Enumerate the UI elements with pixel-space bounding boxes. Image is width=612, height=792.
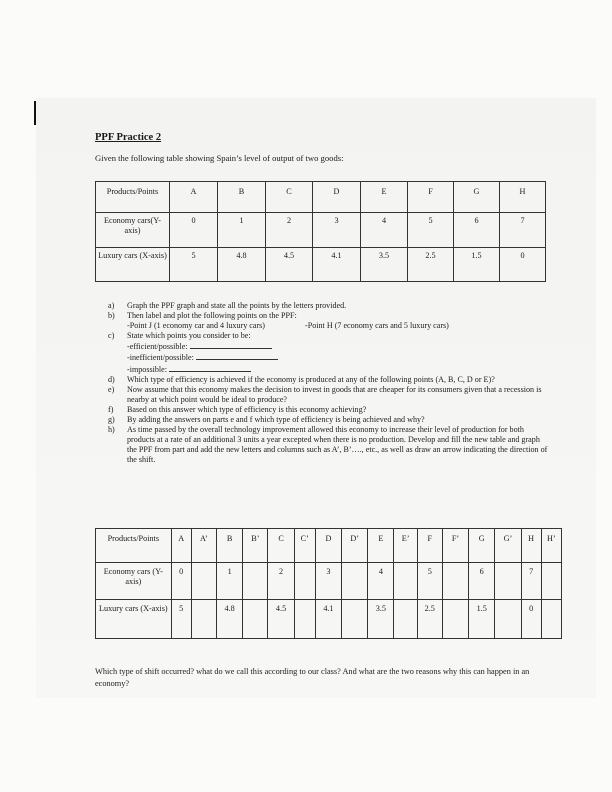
question-list — [108, 301, 548, 466]
table-cell: 5 — [408, 213, 454, 248]
answer-blank[interactable] — [190, 341, 272, 349]
question-text: State which points you consider to be: — [127, 331, 251, 341]
table-header-cell: C’ — [294, 529, 315, 563]
table-cell: 3.5 — [361, 248, 408, 282]
table-header-cell: H — [500, 182, 546, 213]
table-cell: 6 — [454, 213, 500, 248]
table-header-cell: F’ — [442, 529, 468, 563]
table-header-cell: C — [268, 529, 294, 563]
inefficient-line — [108, 352, 548, 363]
question-g — [108, 415, 548, 425]
table-header-cell: Products/Points — [96, 182, 170, 213]
point-definitions — [108, 321, 548, 331]
table-row-label: Luxury cars (X-axis) — [96, 600, 172, 639]
question-d — [108, 375, 548, 385]
table-cell[interactable] — [294, 563, 315, 600]
table-cell: 3.5 — [368, 600, 394, 639]
question-text: Then label and plot the following points on the PPF: — [127, 311, 297, 321]
table-cell[interactable] — [191, 600, 216, 639]
table-cell[interactable] — [191, 563, 216, 600]
output-table — [95, 181, 546, 282]
table-header-cell: D — [315, 529, 341, 563]
table-header-cell: G — [469, 529, 495, 563]
table-header-cell: A’ — [191, 529, 216, 563]
table-cell: 0 — [521, 600, 541, 639]
table-cell[interactable] — [541, 563, 561, 600]
question-text: Graph the PPF graph and state all the points by the letters provided. — [127, 301, 347, 310]
question-h — [108, 425, 548, 465]
table-cell: 7 — [521, 563, 541, 600]
table-header-cell: F — [408, 182, 454, 213]
question-text: Based on this answer which type of efficiency is this economy achieving? — [127, 404, 367, 414]
table-cell[interactable] — [495, 600, 521, 639]
table-header-cell: B — [217, 529, 243, 563]
table-cell: 4.5 — [266, 248, 313, 282]
document-title: PPF Practice 2 — [95, 132, 162, 143]
table-cell: 2 — [268, 563, 294, 600]
question-letter: h) — [108, 425, 115, 435]
table-header-cell: E’ — [394, 529, 417, 563]
table-cell: 5 — [171, 600, 191, 639]
table-cell: 0 — [170, 213, 218, 248]
table-cell: 4.1 — [313, 248, 361, 282]
table-cell: 5 — [170, 248, 218, 282]
impossible-line — [108, 364, 548, 375]
efficient-label: -efficient/possible: — [127, 342, 188, 352]
question-f — [108, 405, 548, 415]
table-cell[interactable] — [243, 600, 268, 639]
table-cell: 4.8 — [218, 248, 266, 282]
table-row-label: Luxury cars (X-axis) — [96, 248, 170, 282]
table-cell: 4.5 — [268, 600, 294, 639]
table-header-cell: H’ — [541, 529, 561, 563]
point-j-text: -Point J (1 economy car and 4 luxury cars) — [127, 321, 266, 331]
table-cell: 2 — [266, 213, 313, 248]
table-header-row — [96, 182, 546, 213]
table-row — [96, 600, 562, 639]
question-text: By adding the answers on parts e and f which type of efficiency is being achieved and why? — [127, 415, 425, 425]
table-cell[interactable] — [342, 600, 368, 639]
table-cell: 6 — [469, 563, 495, 600]
table-row — [96, 563, 562, 600]
question-letter: e) — [108, 384, 115, 394]
table-cell[interactable] — [394, 563, 417, 600]
table-row-label: Economy cars (Y-axis) — [96, 563, 172, 600]
table-row — [96, 213, 546, 248]
intro-text: Given the following table showing Spain’s level of output of two goods: — [95, 153, 344, 163]
answer-blank[interactable] — [169, 364, 251, 372]
answer-blank[interactable] — [196, 352, 278, 360]
efficient-line — [108, 341, 548, 352]
table-cell: 3 — [315, 563, 341, 600]
table-cell: 2.5 — [417, 600, 442, 639]
table-cell: 1.5 — [454, 248, 500, 282]
table-header-cell: B’ — [243, 529, 268, 563]
table-cell[interactable] — [495, 563, 521, 600]
table-cell: 4 — [368, 563, 394, 600]
table-cell: 4 — [361, 213, 408, 248]
table-header-cell: G’ — [495, 529, 521, 563]
question-b — [108, 311, 548, 321]
table-cell: 4.1 — [315, 600, 341, 639]
question-c — [108, 331, 548, 341]
table-header-cell: A — [171, 529, 191, 563]
table-header-cell: B — [218, 182, 266, 213]
question-a — [108, 301, 548, 311]
table-cell: 0 — [500, 248, 546, 282]
table-row-label: Economy cars(Y-axis) — [96, 213, 170, 248]
table-header-cell: A — [170, 182, 218, 213]
table-header-cell: E — [368, 529, 394, 563]
table-header-cell: D — [313, 182, 361, 213]
question-letter: f) — [108, 404, 114, 414]
table-cell: 0 — [171, 563, 191, 600]
question-letter: a) — [108, 301, 115, 310]
table-row — [96, 248, 546, 282]
question-text: As time passed by the overall technology improvement allowed this economy to increase their level of production for both products at a rate of an additional 3 units a year excepted when there is no production. Develop and fill the new table and graph the PPF from part and add the new letters and columns such as A’, B’…., etc., as well as draw an arrow indicating the direction of the shift. — [127, 425, 548, 465]
table-cell: 7 — [500, 213, 546, 248]
table-header-cell: C — [266, 182, 313, 213]
question-text: Which type of efficiency is achieved if the economy is produced at any of the following points (A, B, C, D or E)? — [127, 374, 495, 384]
question-e — [108, 385, 548, 405]
table-cell[interactable] — [394, 600, 417, 639]
impossible-label: -impossible: — [127, 364, 168, 374]
table-cell: 2.5 — [408, 248, 454, 282]
question-letter: c) — [108, 331, 115, 341]
margin-mark — [34, 101, 36, 125]
table-header-cell: E — [361, 182, 408, 213]
table-header-cell: F — [417, 529, 442, 563]
table-cell[interactable] — [442, 600, 468, 639]
table-cell: 5 — [417, 563, 442, 600]
table-cell[interactable] — [541, 600, 561, 639]
final-question: Which type of shift occurred? what do we call this according to our class? And what are the two reasons why this can happen in an economy? — [95, 667, 530, 688]
table-cell[interactable] — [243, 563, 268, 600]
point-h-text: -Point H (7 economy cars and 5 luxury cars) — [305, 321, 449, 331]
table-cell: 4.8 — [217, 600, 243, 639]
table-cell: 1 — [218, 213, 266, 248]
table-cell[interactable] — [442, 563, 468, 600]
table-header-cell: G — [454, 182, 500, 213]
shift-table — [95, 528, 562, 639]
table-header-cell: Products/Points — [96, 529, 172, 563]
table-cell: 3 — [313, 213, 361, 248]
table-cell: 1.5 — [469, 600, 495, 639]
table-header-cell: D’ — [342, 529, 368, 563]
table-header-cell: H — [521, 529, 541, 563]
question-text: Now assume that this economy makes the decision to invest in goods that are cheaper for its consumers given that a recession is nearby at which point would be ideal to produce? — [127, 384, 542, 404]
table-header-row — [96, 529, 562, 563]
question-letter: g) — [108, 415, 115, 425]
question-letter: b) — [108, 311, 115, 321]
table-cell[interactable] — [294, 600, 315, 639]
inefficient-label: -inefficient/possible: — [127, 353, 194, 363]
question-letter: d) — [108, 374, 115, 384]
table-cell[interactable] — [342, 563, 368, 600]
table-cell: 1 — [217, 563, 243, 600]
